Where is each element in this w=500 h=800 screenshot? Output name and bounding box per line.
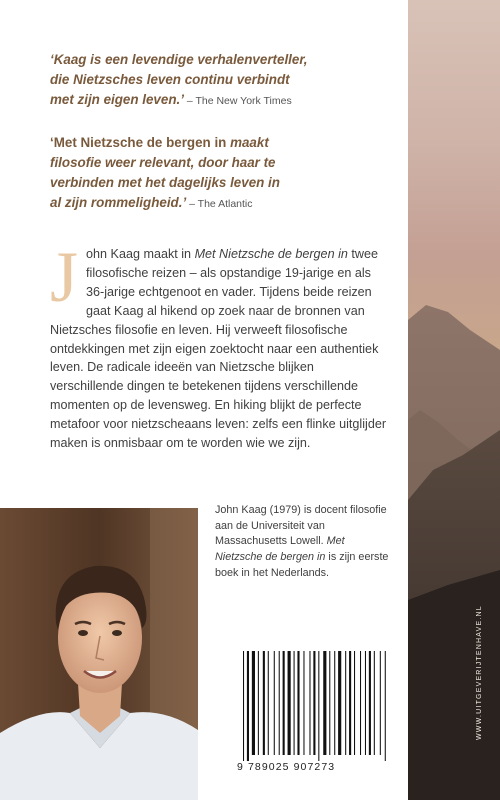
barcode-bar xyxy=(345,651,346,755)
quote-line: al zijn rommeligheid.’ xyxy=(50,195,187,210)
barcode-bar xyxy=(380,651,381,755)
barcode-bar xyxy=(263,651,265,755)
barcode-bar xyxy=(323,651,326,755)
quote-line-italic: maakt xyxy=(230,135,269,150)
barcode-bar xyxy=(243,651,244,761)
barcode-bar xyxy=(334,651,335,755)
barcode-bar xyxy=(268,651,269,755)
description-rest: twee filosofische reizen – als opstandige 19-jarige en als 36-jarige echtgenoot en vader. Tijdens beide reizen gaat Kaag al hikend op zoek naar de bronnen van Nietzsches filosofie en leven. Hij verweeft filosofische ontdekkingen met zijn eigen zoektocht naar een authentiek leven. De radicale ideeën van Nietzsche blijken verschillende dingen te betekenen tijdens verschillende momenten op de levensweg. En hiking blijkt de perfecte metafoor voor nietzscheaans leven: zelfs een flinke uitglijder maken is onmisbaar om te worden wie we zijn. xyxy=(50,247,387,451)
barcode-bar xyxy=(385,651,386,761)
description-book-title: Met Nietzsche de bergen in xyxy=(194,247,348,261)
publisher-url: WWW.UITGEVERIJTENHAVE.NL xyxy=(476,605,483,740)
isbn-number: 9 789025 907273 xyxy=(237,761,336,773)
quote-line: met zijn eigen leven.’ xyxy=(50,92,184,107)
bio-text-end: is zijn eerste boek in het Nederlands. xyxy=(215,551,389,579)
quote-line: filosofie weer relevant, door haar te xyxy=(50,155,276,170)
barcode-bar xyxy=(274,651,275,755)
barcode-bar xyxy=(309,651,310,755)
barcode-bar xyxy=(283,651,285,755)
author-bio xyxy=(215,503,395,582)
barcode-bar xyxy=(354,651,355,755)
book-description xyxy=(50,237,390,453)
barcode-bar xyxy=(365,651,366,755)
quote-line: verbinden met het dagelijks leven in xyxy=(50,175,280,190)
quote-line: die Nietzsches leven continu verbindt xyxy=(50,72,290,87)
barcode-bar xyxy=(247,651,249,761)
quote-line-plain: ‘Met Nietzsche de bergen in xyxy=(50,135,231,150)
quote-line: ‘Kaag is een levendige verhalenverteller, xyxy=(50,52,308,67)
author-photo xyxy=(0,508,198,800)
barcode-bar xyxy=(360,651,361,755)
bio-text: John Kaag (1979) is docent filosofie aan de Universiteit van Massachusetts Lowell. xyxy=(215,504,387,548)
review-quote-nyt xyxy=(50,50,390,111)
barcode-bar xyxy=(329,651,330,755)
barcode-bar xyxy=(369,651,371,755)
description-start: ohn Kaag maakt in xyxy=(86,247,195,261)
dropcap-letter: J xyxy=(50,237,79,317)
barcode-bar xyxy=(303,651,304,755)
review-quote-atlantic xyxy=(50,133,390,214)
barcode-bar xyxy=(288,651,291,755)
barcode-bar xyxy=(349,651,351,755)
barcode-bar xyxy=(252,651,255,755)
barcode-bar xyxy=(297,651,299,755)
isbn-barcode xyxy=(235,647,395,765)
barcode-bar xyxy=(258,651,259,755)
mountain-sunset-photo xyxy=(408,0,500,800)
barcode-bar xyxy=(294,651,295,755)
quote-source: – The Atlantic xyxy=(186,198,253,210)
bio-book-title: Met Nietzsche de bergen in xyxy=(215,535,345,564)
barcode-bar xyxy=(318,651,319,761)
barcode-bar xyxy=(374,651,375,755)
barcode-bar xyxy=(338,651,341,755)
quote-source: – The New York Times xyxy=(183,95,292,107)
barcode-bar xyxy=(313,651,315,755)
barcode-bar xyxy=(279,651,280,755)
